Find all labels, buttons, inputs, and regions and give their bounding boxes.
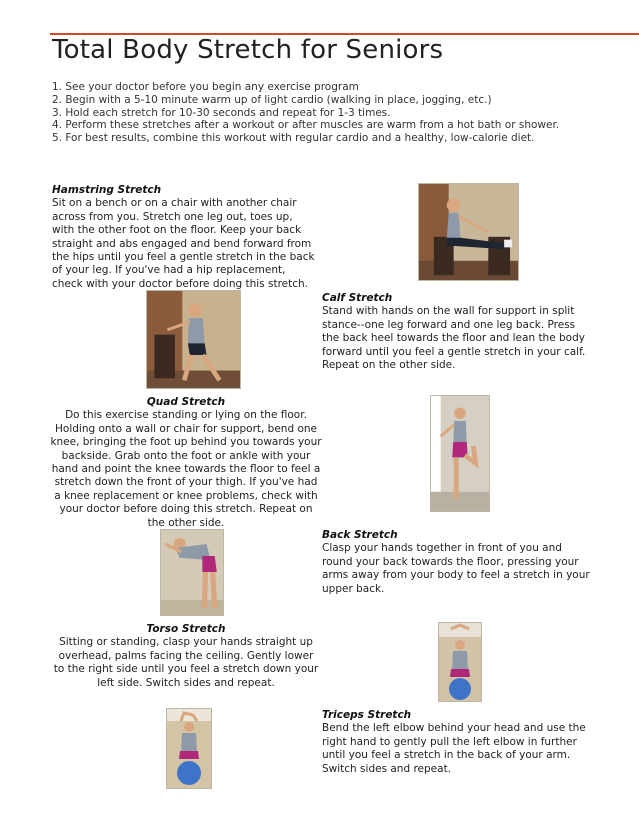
- torso-stretch-section: [52, 623, 320, 690]
- quad-stretch-title: Quad Stretch: [146, 396, 226, 408]
- tips-list: [52, 81, 632, 145]
- tip-item: 4. Perform these stretches after a workout or after muscles are warm from a hot bath or shower.: [52, 119, 560, 132]
- torso-stretch-title: Torso Stretch: [146, 623, 226, 635]
- calf-stretch-photo: [146, 290, 241, 389]
- back-stretch-section: [322, 529, 592, 596]
- back-stretch-title: Back Stretch: [322, 529, 398, 541]
- torso-stretch-text: Sitting or standing, clasp your hands straight up overhead, palms facing the ceiling. Gently lower to the right side until you feel a stretch down your left side. Switch sides and repeat.: [53, 636, 319, 689]
- quad-stretch-text: Do this exercise standing or lying on the floor. Holding onto a wall or chair for support, bend one knee, bringing the foot up behind you towards your backside. Grab onto the foot or ankle with your hand and point the knee towards the floor to feel a stretch down the front of your thigh. If you've had a knee replacement or knee problems, check with your doctor before doing this stretch. Repeat on the other side.: [50, 409, 322, 529]
- torso-stretch-photo: [438, 622, 482, 702]
- tip-item: 3. Hold each stretch for 10-30 seconds and repeat for 1-3 times.: [52, 106, 391, 119]
- back-stretch-text: Clasp your hands together in front of you and round your back towards the floor, pressing your arms away from your body to feel a stretch in your upper back.: [322, 542, 590, 595]
- page-title: Total Body Stretch for Seniors: [52, 35, 444, 65]
- triceps-stretch-photo: [166, 708, 212, 789]
- triceps-stretch-title: Triceps Stretch: [322, 709, 412, 721]
- back-stretch-photo: [160, 529, 224, 616]
- tip-item: 1. See your doctor before you begin any exercise program: [52, 81, 359, 93]
- calf-stretch-section: [322, 292, 592, 372]
- hamstring-stretch-title: Hamstring Stretch: [52, 184, 162, 196]
- hamstring-stretch-photo: [418, 183, 519, 281]
- tip-item: 5. For best results, combine this workout with regular cardio and a healthy, low-calorie diet.: [52, 132, 535, 145]
- hamstring-stretch-section: [52, 184, 317, 291]
- calf-stretch-text: Stand with hands on the wall for support in split stance--one leg forward and one leg back. Press the back heel towards the floor and lean the body forward until you feel a gentle stretch in your calf. Repeat on the other side.: [322, 305, 586, 372]
- triceps-stretch-text: Bend the left elbow behind your head and use the right hand to gently pull the left elbow in further until you feel a stretch in the back of your arm. Switch sides and repeat.: [322, 722, 586, 775]
- hamstring-stretch-text: Sit on a bench or on a chair with another chair across from you. Stretch one leg out, toes up, with the other foot on the floor. Keep your back straight and abs engaged and bend forward from the hips until you feel a gentle stretch in the back of your leg. If you've had a hip replacement, check with your doctor before doing this stretch.: [52, 197, 315, 290]
- quad-stretch-section: [50, 396, 322, 530]
- calf-stretch-title: Calf Stretch: [322, 292, 393, 304]
- tip-item: 2. Begin with a 5-10 minute warm up of light cardio (walking in place, jogging, etc.): [52, 93, 492, 106]
- triceps-stretch-section: [322, 709, 594, 776]
- quad-stretch-photo: [430, 395, 490, 512]
